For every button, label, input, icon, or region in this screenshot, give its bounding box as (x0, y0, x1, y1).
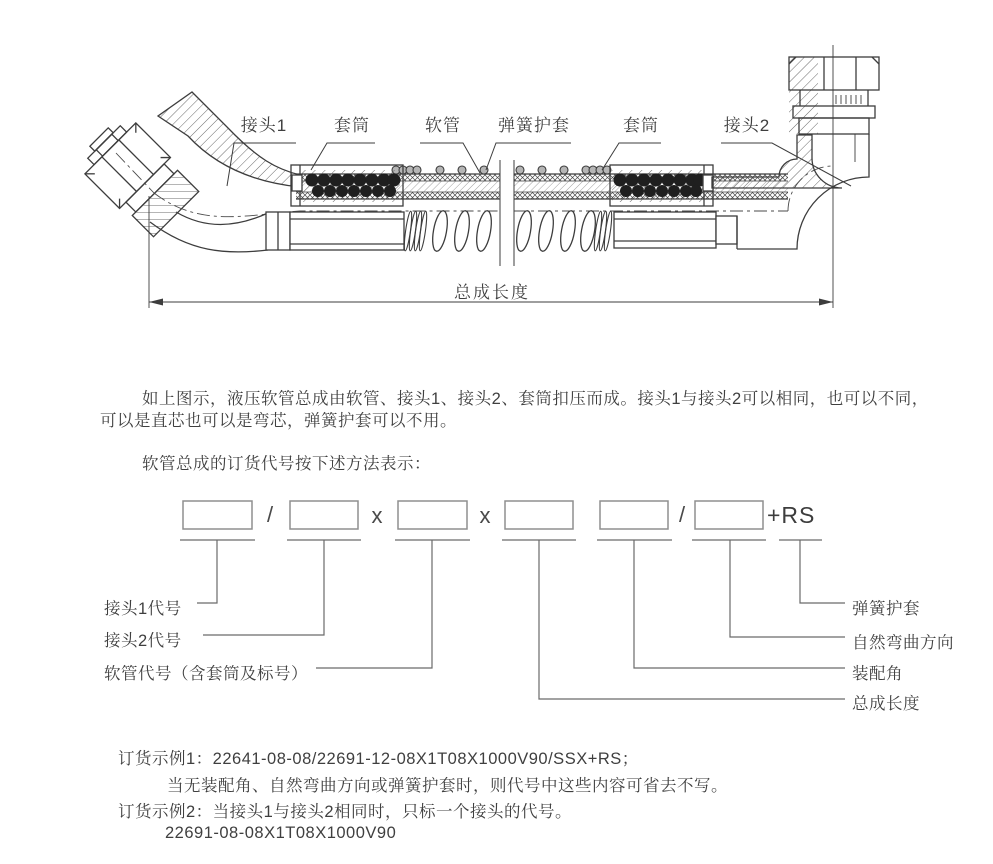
label-assembly-length: 总成长度 (852, 695, 920, 713)
label-natural-bend-direction: 自然弯曲方向 (852, 634, 954, 652)
example2-line: 订货示例2：当接头1与接头2相同时，只标一个接头的代号。 (118, 803, 573, 821)
hose-assembly-drawing (74, 45, 879, 308)
part-label-connector2: 接头2 (723, 116, 771, 135)
label-spring-guard: 弹簧护套 (852, 600, 920, 618)
description-line1: 如上图示，液压软管总成由软管、接头1、接头2、套筒扣压而成。接头1与接头2可以相同，也可以不同， (142, 390, 929, 408)
part-label-hose: 软管 (425, 116, 461, 135)
part-label-spring-guard: 弹簧护套 (498, 116, 570, 135)
part-label-sleeve-right: 套筒 (623, 116, 659, 135)
example1-note: 当无装配角、自然弯曲方向或弹簧护套时，则代号中这些内容可省去不写。 (167, 777, 728, 795)
separator-x-1: x (371, 503, 383, 528)
separator-x-2: x (479, 503, 491, 528)
label-hose-code: 软管代号（含套筒及标号） (104, 665, 308, 683)
sleeve-right (610, 165, 713, 206)
part-label-connector1: 接头1 (240, 116, 288, 135)
break-lines (500, 158, 514, 268)
label-connector1-code: 接头1代号 (104, 600, 182, 618)
suffix-rs: +RS (767, 502, 816, 528)
sleeve-left (291, 165, 403, 206)
description-paragraph2: 软管总成的订货代号按下述方法表示： (142, 455, 431, 473)
dimension-label: 总成长度 (454, 283, 530, 302)
connector2-fitting (712, 57, 879, 249)
separator-slash-1: / (266, 502, 274, 527)
label-assembly-angle: 装配角 (852, 665, 903, 683)
part-label-sleeve-left: 套筒 (334, 116, 370, 135)
separator-slash-2: / (678, 502, 686, 527)
label-connector2-code: 接头2代号 (104, 632, 182, 650)
description-line2: 可以是直芯也可以是弯芯，弹簧护套可以不用。 (100, 412, 457, 430)
example1-line: 订货示例1：22641-08-08/22691-12-08X1T08X1000V90/SSX+RS； (118, 750, 639, 768)
example2-code: 22691-08-08X1T08X1000V90 (165, 824, 397, 842)
